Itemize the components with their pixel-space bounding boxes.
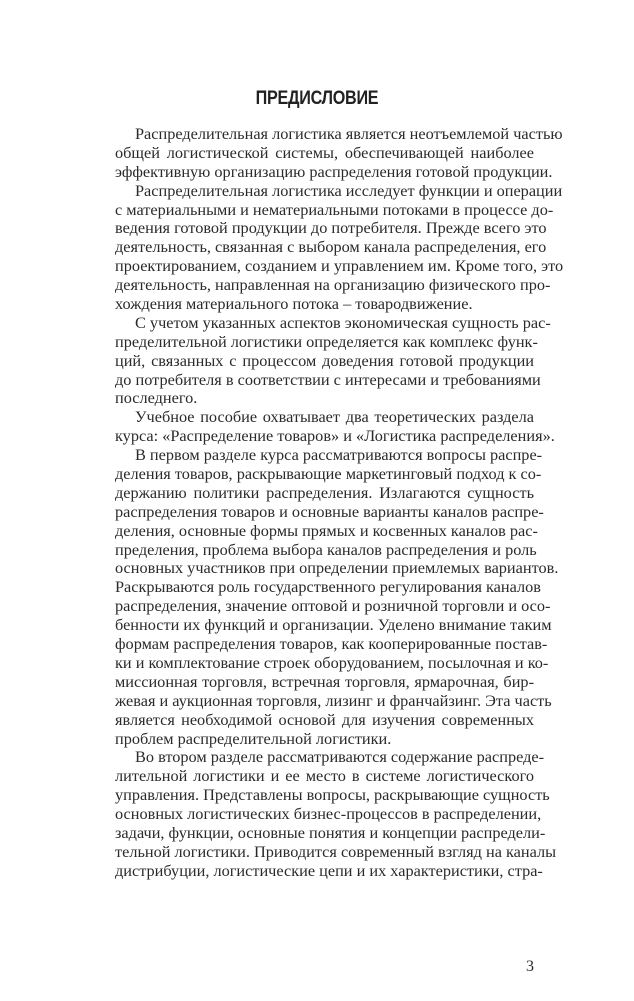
paragraph <box>115 180 564 314</box>
text-line: Распределительная логистика является неотъемлемой частью <box>135 124 563 143</box>
text-line: ки и комплектование строек оборудованием, посылочная и ко- <box>115 652 549 672</box>
text-line: ведения готовой продукции до потребителя. Прежде всего это <box>115 218 547 238</box>
text-line: управления. Представлены вопросы, раскрывающие сущность <box>115 785 550 805</box>
text-line: последнего. <box>115 388 198 408</box>
text-line: с материальными и нематериальными потоками в процессе до- <box>115 199 554 219</box>
text-line: до потребителя в соответствии с интересами и требованиями <box>115 369 541 389</box>
text-line: В первом разделе курса рассматриваются вопросы распре- <box>135 445 543 465</box>
page-number: 3 <box>526 958 534 975</box>
text-line: Распределительная логистика исследует функции и операции <box>135 180 563 200</box>
text-line: лительной логистики и ее место в системе логистического <box>115 766 534 786</box>
text-line: деления, основные формы прямых и косвенных каналов рас- <box>115 520 538 540</box>
text-line: является необходимой основой для изучения современных <box>115 709 534 729</box>
paragraph <box>115 407 555 446</box>
text-line: эффективную организацию распределения готовой продукции. <box>115 161 553 181</box>
paragraph <box>115 124 563 182</box>
text-line: Учебное пособие охватывает два теоретических раздела <box>135 407 534 427</box>
text-line: деятельность, связанная с выбором канала распределения, его <box>115 237 547 257</box>
paragraph <box>115 445 559 748</box>
document-body <box>115 124 564 881</box>
text-line: деления товаров, раскрывающие маркетинговый подход к со- <box>115 464 542 484</box>
text-line: тельной логистики. Приводится современный взгляд на каналы <box>115 841 557 861</box>
text-line: основных логистических бизнес-процессов в распределении, <box>115 804 542 824</box>
text-line: ций, связанных с процессом доведения готовой продукции <box>115 350 534 370</box>
text-line: курса: «Распределение товаров» и «Логистика распределения». <box>115 426 555 446</box>
page-title: ПРЕДИСЛОВИЕ <box>255 88 379 109</box>
text-line: проектированием, созданием и управлением им. Кроме того, это <box>115 256 564 276</box>
text-line: С учетом указанных аспектов экономическая сущность рас- <box>135 312 551 332</box>
paragraph <box>115 312 551 408</box>
text-line: пределительной логистики определяется как комплекс функ- <box>115 331 538 351</box>
text-line: миссионная торговля, встречная торговля, ярмарочная, бир- <box>115 671 534 691</box>
text-line: основных участников при определении приемлемых вариантов. <box>115 558 559 578</box>
text-line: деятельность, направленная на организацию физического про- <box>115 275 551 295</box>
text-line: хождения материального потока – товародвижение. <box>115 294 473 314</box>
text-line: Во втором разделе рассматриваются содержание распреде- <box>135 747 545 767</box>
text-line: бенности их функций и организации. Уделено внимание таким <box>115 615 552 635</box>
text-line: распределения товаров и основные варианты каналов распре- <box>115 501 544 521</box>
text-line: общей логистической системы, обеспечивающей наиболее <box>115 142 534 162</box>
text-line: держанию политики распределения. Излагаются сущность <box>115 482 534 502</box>
text-line: пределения, проблема выбора каналов распределения и роль <box>115 539 537 559</box>
text-line: задачи, функции, основные понятия и концепции распредели- <box>115 822 546 842</box>
text-line: проблем распределительной логистики. <box>115 728 392 748</box>
text-line: Раскрываются роль государственного регулирования каналов <box>115 577 541 597</box>
text-line: формам распределения товаров, как кооперированные постав- <box>115 634 548 654</box>
text-line: распределения, значение оптовой и розничной торговли и осо- <box>115 596 551 616</box>
text-line: дистрибуции, логистические цепи и их характеристики, стра- <box>115 860 543 880</box>
paragraph <box>115 747 557 880</box>
text-line: жевая и аукционная торговля, лизинг и франчайзинг. Эта часть <box>115 690 552 710</box>
